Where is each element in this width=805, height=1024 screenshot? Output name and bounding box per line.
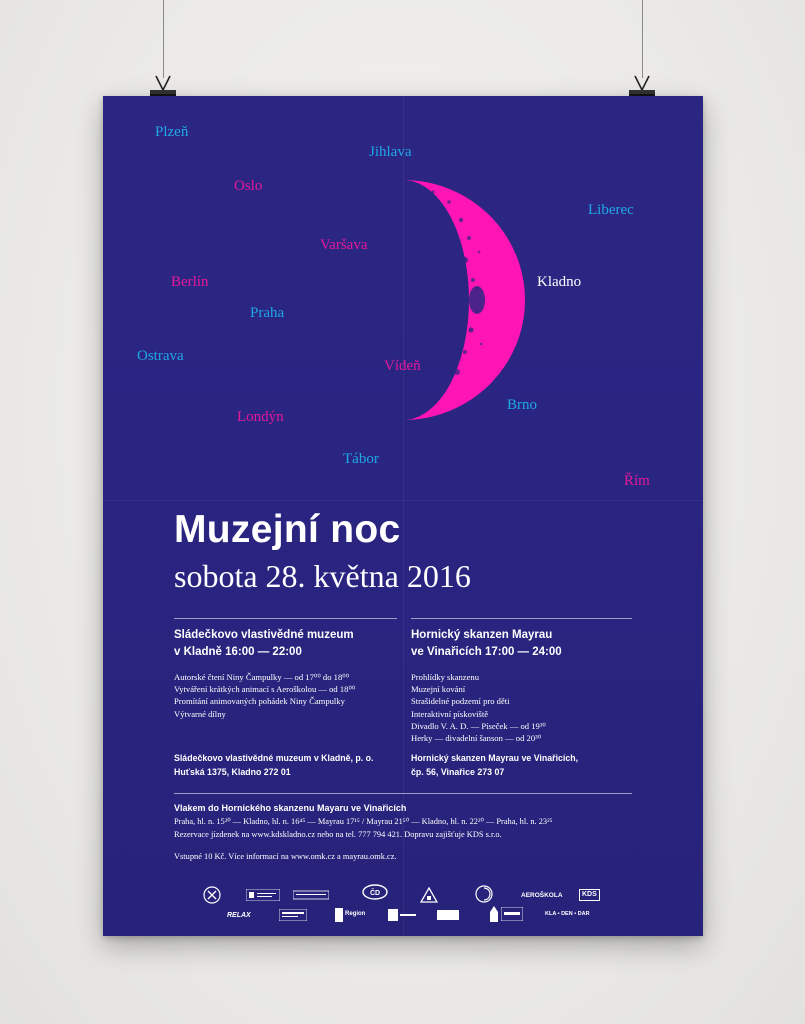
poster <box>103 96 703 936</box>
list-item: Herky — divadelní šanson — od 20³⁰ <box>411 733 542 744</box>
city-plzen: Plzeň <box>155 124 189 140</box>
city-tabor: Tábor <box>343 451 379 467</box>
regional-logo-icon <box>293 889 329 901</box>
skanzen-heading-2: ve Vinařicích 17:00 — 24:00 <box>411 646 562 658</box>
admission-info: Vstupné 10 Kč. Více informací na www.omk.cz a mayrau.omk.cz. <box>174 852 397 861</box>
event-title: Muzejní noc <box>174 508 401 551</box>
train-reservation: Rezervace jízdenek na www.kdskladno.cz nebo na tel. 777 794 421. Dopravu zajišťuje KDS s.r.o. <box>174 830 502 839</box>
divider-right <box>411 618 632 619</box>
city-berlin: Berlín <box>171 274 209 290</box>
skanzen-heading-1: Hornický skanzen Mayrau <box>411 629 553 641</box>
kds-logo: KDS <box>579 889 600 901</box>
city-brno: Brno <box>507 397 537 413</box>
region-emblem-icon <box>335 908 343 922</box>
omk-circle-logo-icon <box>475 885 493 903</box>
list-item: Muzejní kování <box>411 684 466 695</box>
kladno-city-logo-icon <box>388 909 416 921</box>
skanzen-address-line-1: Hornický skanzen Mayrau ve Vinařicích, <box>411 753 579 763</box>
museum-address-line-2: Huťská 1375, Kladno 272 01 <box>174 767 291 777</box>
ministry-logo-icon <box>246 889 280 901</box>
city-londyn: Londýn <box>237 409 284 425</box>
sponsor-logo-icon <box>437 910 459 920</box>
city-liberec: Liberec <box>588 202 634 218</box>
kla-den-dar-logo: KLA • DEN • DAR <box>545 911 590 917</box>
train-heading: Vlakem do Hornického skanzenu Mayaru ve Vinařicích <box>174 803 407 813</box>
museum-program-list <box>174 671 399 720</box>
city-kladno: Kladno <box>537 274 582 290</box>
skanzen-program-list <box>411 671 636 744</box>
list-item: Výtvarné dílny <box>174 708 226 719</box>
train-schedule: Praha, hl. n. 15³⁰ — Kladno, hl. n. 16⁴⁵ — Mayrau 17¹⁵ / Mayrau 21⁵⁰ — Kladno, hl. n. 22²⁰ — Praha, hl. n. 23²⁵ <box>174 817 553 826</box>
list-item: Prohlídky skanzenu <box>411 672 480 682</box>
list-item: Strašidelné podzemí pro děti <box>411 696 510 707</box>
partner-logo-icon <box>279 909 307 921</box>
crescent-moon-icon <box>403 180 533 420</box>
list-item: Autorské čtení Niny Čampulky — od 17⁰⁰ do 18⁰⁰ <box>174 672 350 682</box>
church-logo-icon <box>489 906 499 922</box>
museum-heading-2: v Kladně 16:00 — 22:00 <box>174 646 302 658</box>
ceske-drahy-logo-icon <box>361 884 389 904</box>
list-item: Interaktivní pískoviště <box>411 708 489 719</box>
region-logo: Region <box>345 911 366 917</box>
svg-text:ČD: ČD <box>369 890 381 897</box>
skanzen-section <box>411 627 636 744</box>
city-jihlava: Jihlava <box>369 144 412 160</box>
kladno-tourism-logo-icon <box>501 907 523 921</box>
skanzen-address <box>411 751 578 779</box>
city-rim: Řím <box>624 473 650 489</box>
city-oslo: Oslo <box>234 178 263 194</box>
city-praha: Praha <box>250 305 285 321</box>
hanging-wire-left <box>163 0 164 78</box>
relax-logo: RELAX <box>227 912 251 919</box>
train-section <box>174 802 553 841</box>
skanzen-address-line-2: čp. 56, Vinařice 273 07 <box>411 767 505 777</box>
museum-address <box>174 751 373 779</box>
museum-section <box>174 627 399 720</box>
fold-line-horizontal <box>103 500 703 501</box>
divider-train <box>174 793 632 794</box>
city-varsava: Varšava <box>320 237 368 253</box>
mayrau-logo-icon <box>420 887 438 903</box>
museum-heading-1: Sládečkovo vlastivědné muzeum <box>174 629 354 641</box>
divider-left <box>174 618 397 619</box>
mining-emblem-icon <box>203 886 221 904</box>
hanging-wire-right <box>642 0 643 78</box>
city-viden: Vídeň <box>384 358 421 374</box>
city-ostrava: Ostrava <box>137 348 184 364</box>
list-item: Promítání animovaných pohádek Niny Čampulky <box>174 696 345 707</box>
aeroskola-logo: AEROŠKOLA <box>521 892 563 899</box>
museum-address-line-1: Sládečkovo vlastivědné muzeum v Kladně, p. o. <box>174 753 374 763</box>
event-date: sobota 28. května 2016 <box>174 558 471 594</box>
list-item: Divadlo V. A. D. — Píseček — od 19³⁰ <box>411 720 546 731</box>
list-item: Vytváření krátkých animací s Aeroškolou — od 18⁰⁰ <box>174 684 356 695</box>
